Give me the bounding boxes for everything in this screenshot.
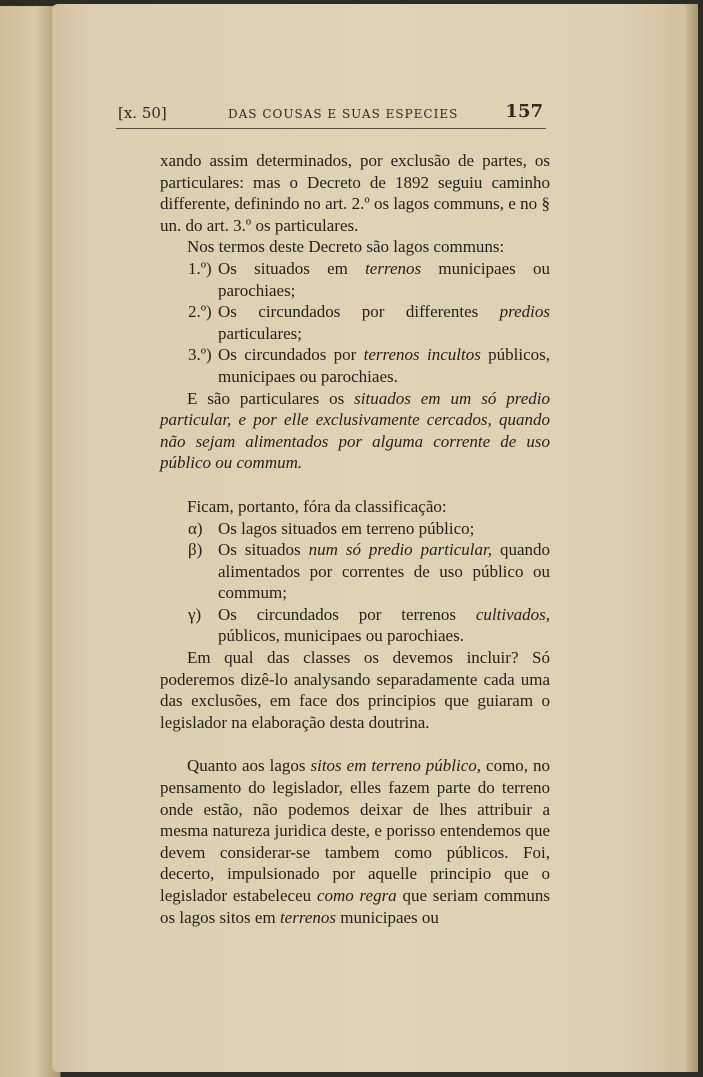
- page-body: [160, 150, 550, 928]
- paragraph-question: Em qual das classes os devemos incluir? Só poderemos dizê-lo analysando separadamente cada uma das exclusões, em face dos principios que guiaram o legislador na elaboração desta doutrina.: [160, 648, 550, 732]
- paragraph-public-lakes: Quanto aos lagos sitos em terreno público, como, no pensamento do legislador, elles fazem parte do terreno onde estão, não podemos deixar de lhes attribuir a mesma natureza juridica deste, e porisso entendemos que devem considerar-se tambem como públicos. Foi, decerto, impulsionado por aquelle principio que o legislador estabeleceu como regra que seriam communs os lagos sitos em terrenos municipaes ou: [160, 756, 551, 927]
- header-rule: [116, 128, 546, 129]
- list-item-label: 3.º): [188, 345, 212, 365]
- page-number: 157: [505, 101, 543, 122]
- running-header: [118, 103, 548, 123]
- list-item-text: Os situados em terrenos municipaes ou parochiaes;: [218, 258, 550, 300]
- list-item-text: Os circundados por terrenos cultivados, públicos, municipaes ou parochiaes.: [218, 604, 550, 646]
- list-item: [160, 344, 550, 387]
- list-item-text: Os circundados por terrenos incultos públicos, municipaes ou parochiaes.: [218, 345, 550, 386]
- list-item-text: Os lagos situados em terreno público;: [218, 518, 475, 538]
- list-item: [160, 258, 550, 301]
- page-fore-edge: [686, 4, 698, 1072]
- running-title: DAS COUSAS E SUAS ESPECIES: [228, 107, 459, 121]
- list-item-text: Os situados num só predio particular, quando alimentados por correntes de uso público ou commum;: [218, 540, 550, 603]
- list-item-label: 1.º): [188, 258, 212, 278]
- list-item: [160, 539, 550, 604]
- list-item: [160, 301, 550, 344]
- list-item-label: α): [188, 518, 203, 538]
- list-item-text: Os circundados por differentes predios particulares;: [218, 302, 550, 343]
- paragraph-particulares: E são particulares os situados em um só predio particular, e por elle exclusivamente cercados, quando não sejam alimentados por alguma corrente de uso público ou commum.: [160, 388, 550, 473]
- list-item-label: γ): [188, 604, 202, 624]
- list-item: [160, 518, 550, 540]
- paragraph-exclusions-intro: Ficam, portanto, fóra da classificação:: [187, 496, 447, 516]
- list-communs: [160, 258, 550, 388]
- list-item-label: β): [188, 540, 203, 560]
- section-reference: [x. 50]: [118, 104, 167, 122]
- paragraph-continuation: xando assim determinados, por exclusão de partes, os particulares: mas o Decreto de 1892 seguiu caminho differente, definindo no art. 2.º os lagos communs, e no § un. do art. 3.º os particulares.: [160, 151, 550, 235]
- paragraph-intro-communs: Nos termos deste Decreto são lagos communs:: [187, 237, 505, 257]
- list-exclusions: [160, 518, 550, 648]
- list-item-label: 2.º): [188, 302, 212, 322]
- list-item: [160, 604, 550, 647]
